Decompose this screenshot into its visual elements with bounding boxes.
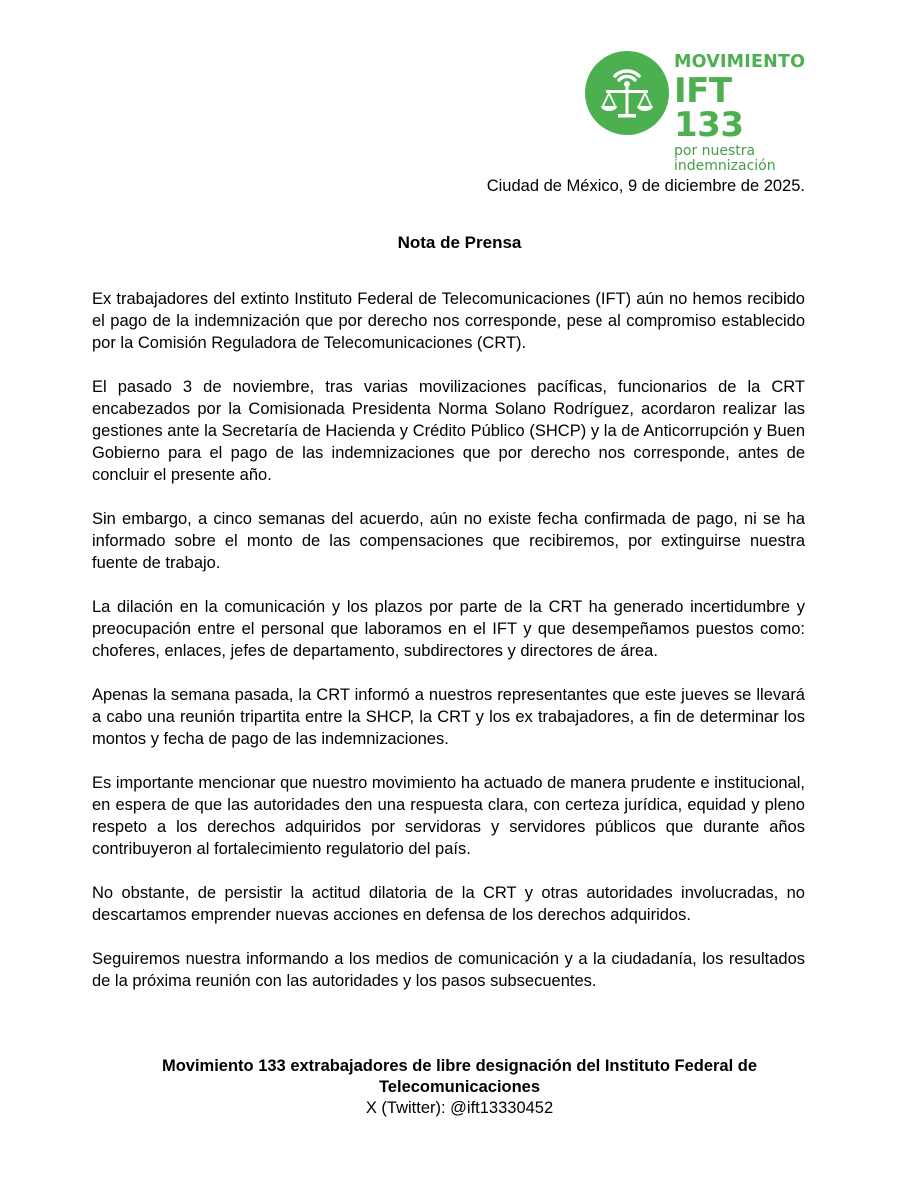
- document-date: Ciudad de México, 9 de diciembre de 2025.: [486, 177, 805, 195]
- movimiento-ift-133-logo: [584, 50, 806, 174]
- logo-line-movimiento: MOVIMIENTO: [674, 52, 806, 72]
- logo-line-por-nuestra: por nuestra: [674, 142, 756, 159]
- paragraph: Ex trabajadores del extinto Instituto Federal de Telecomunicaciones (IFT) aún no hemos recibido el pago de la indemnización que por derecho nos corresponde, pese al compromiso establecido por la Comisión Reguladora de Telecomunicaciones (CRT).: [92, 290, 805, 352]
- logo-wordmark: [674, 54, 806, 174]
- paragraph: Seguiremos nuestra informando a los medios de comunicación y a la ciudadanía, los resultados de la próxima reunión con las autoridades y los pasos subsecuentes.: [92, 950, 805, 990]
- paragraph: Apenas la semana pasada, la CRT informó a nuestros representantes que este jueves se llevará a cabo una reunión tripartita entre la SHCP, la CRT y los ex trabajadores, a fin de determinar los montos y fecha de pago de las indemnizaciones.: [92, 686, 805, 748]
- press-release-body: [92, 288, 805, 1014]
- paragraph: La dilación en la comunicación y los plazos por parte de la CRT ha generado incertidumbre y preocupación entre el personal que laboramos en el IFT y que desempeñamos puestos como: choferes, enlaces, jefes de departamento, subdirectores y directores de área.: [92, 598, 805, 660]
- logo-line-ift-133: IFT 133: [674, 70, 744, 145]
- twitter-contact: X (Twitter): @ift13330452: [365, 1099, 554, 1117]
- organization-name-line1: Movimiento 133 extrabajadores de libre designación del Instituto Federal de: [161, 1057, 758, 1075]
- paragraph: Sin embargo, a cinco semanas del acuerdo, aún no existe fecha confirmada de pago, ni se ha informado sobre el monto de las compensaciones que recibiremos, por extinguirse nuestra fuente de trabajo.: [92, 510, 805, 572]
- paragraph: El pasado 3 de noviembre, tras varias movilizaciones pacíficas, funcionarios de la CRT encabezados por la Comisionada Presidenta Norma Solano Rodríguez, acordaron realizar las gestiones ante la Secretaría de Hacienda y Crédito Público (SHCP) y la de Anticorrupción y Buen Gobierno para el pago de las indemnizaciones que por derecho nos corresponde, antes de concluir el presente año.: [92, 378, 805, 484]
- paragraph: No obstante, de persistir la actitud dilatoria de la CRT y otras autoridades involucradas, no descartamos emprender nuevas acciones en defensa de los derechos adquiridos.: [92, 884, 805, 924]
- signature-block: [0, 1056, 919, 1119]
- document-title: Nota de Prensa: [397, 233, 522, 252]
- scales-of-justice-icon: [584, 50, 670, 136]
- logo-line-indemnizacion: indemnización: [674, 157, 776, 174]
- paragraph: Es importante mencionar que nuestro movimiento ha actuado de manera prudente e institucional, en espera de que las autoridades den una respuesta clara, con certeza jurídica, equidad y pleno respeto a los derechos adquiridos por servidoras y servidores públicos que durante años contribuyeron al fortalecimiento regulatorio del país.: [92, 774, 805, 858]
- organization-name-line2: Telecomunicaciones: [378, 1078, 541, 1096]
